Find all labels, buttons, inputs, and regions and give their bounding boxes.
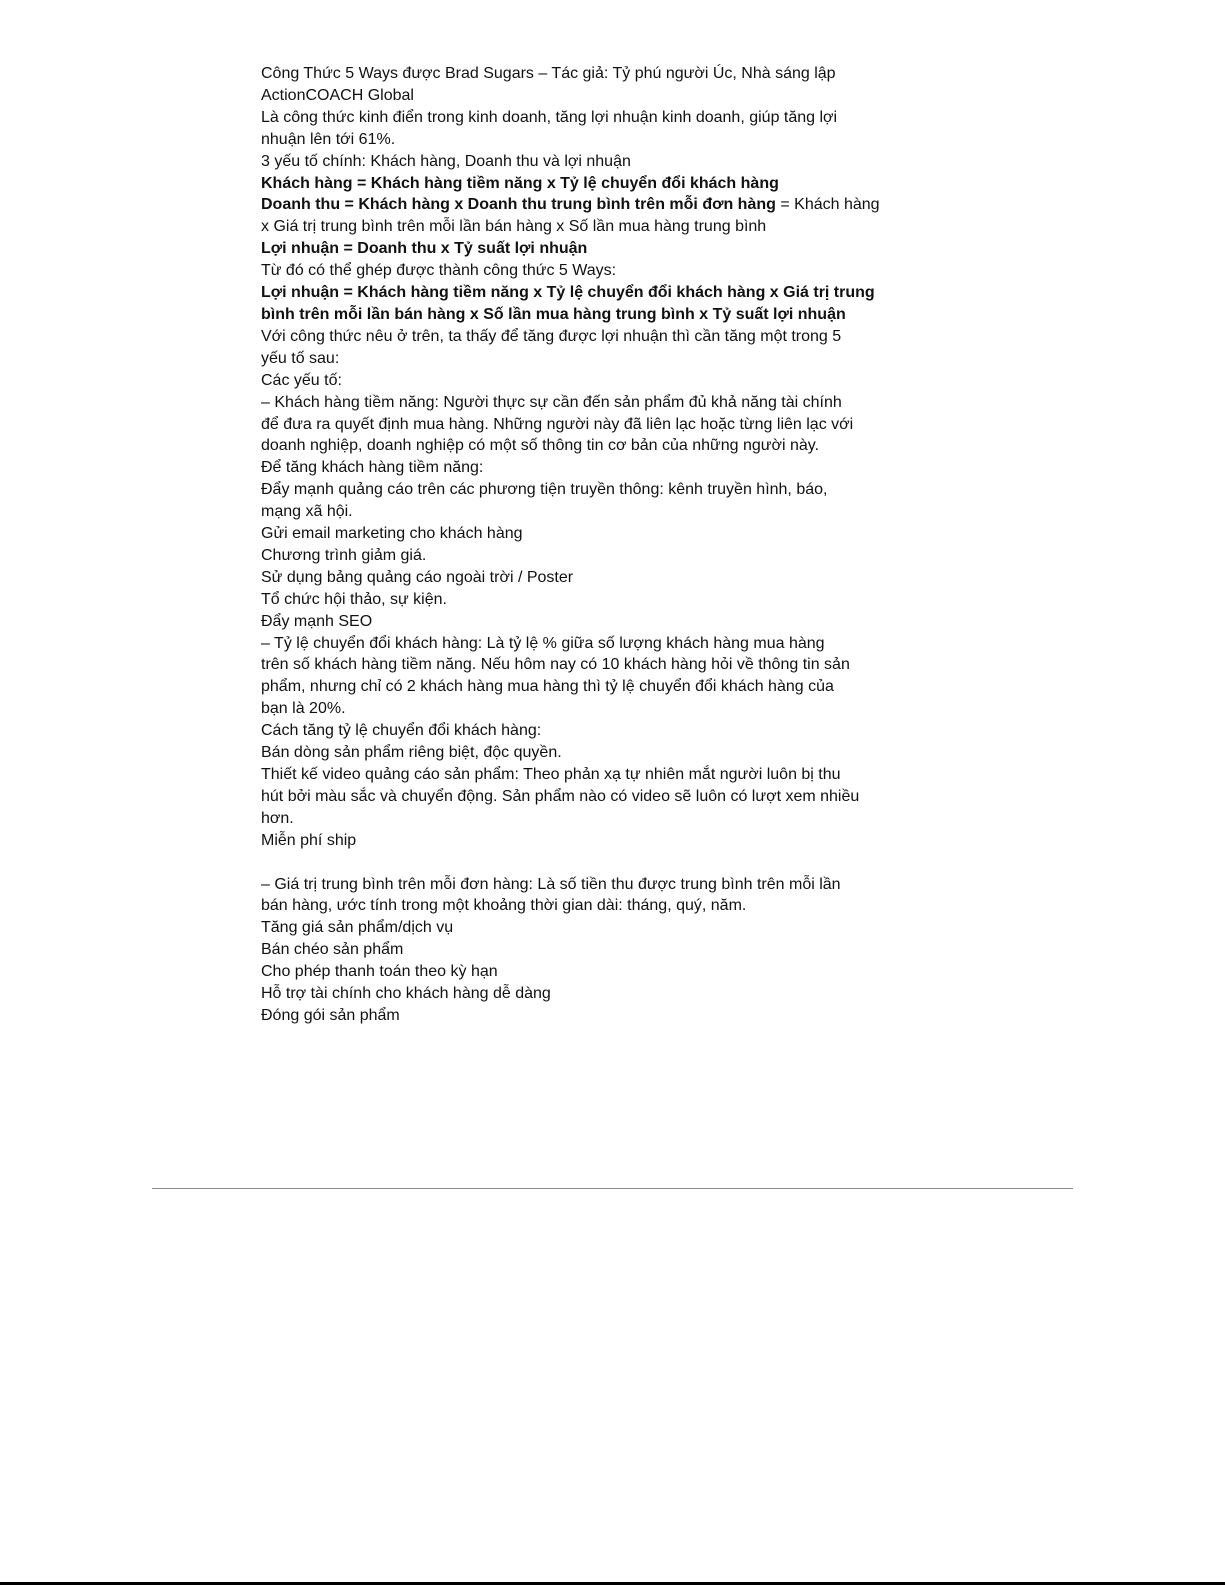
document-body	[261, 63, 921, 1027]
conversion-line-4: bạn là 20%.	[261, 700, 346, 718]
conversion-tip-3: Miễn phí ship	[261, 831, 357, 849]
average-tip-5: Đóng gói sản phẩm	[261, 1006, 400, 1024]
average-tip-1: Tăng giá sản phẩm/dịch vụ	[261, 919, 454, 937]
average-tip-2: Bán chéo sản phẩm	[261, 941, 404, 959]
elements-heading: Các yếu tố:	[261, 371, 342, 389]
conversion-line-2: trên số khách hàng tiềm năng. Nếu hôm nay có 10 khách hàng hỏi về thông tin sản	[261, 656, 850, 674]
conversion-tip-2-line-2: hút bởi màu sắc và chuyển động. Sản phẩm nào có video sẽ luôn có lượt xem nhiều	[261, 787, 860, 805]
formula-revenue-line-2: x Giá trị trung bình trên mỗi lần bán hàng x Số lần mua hàng trung bình	[261, 218, 767, 236]
formula-5ways-line-2: bình trên mỗi lần bán hàng x Số lần mua hàng trung bình x Tỷ suất lợi nhuận	[261, 305, 846, 323]
potential-line-1: – Khách hàng tiềm năng: Người thực sự cần đến sản phẩm đủ khả năng tài chính	[261, 393, 842, 411]
blank-line	[261, 852, 921, 874]
three-factors-line: 3 yếu tố chính: Khách hàng, Doanh thu và lợi nhuận	[261, 152, 631, 170]
potential-tip-5: Tổ chức hội thảo, sự kiện.	[261, 590, 447, 608]
formula-profit: Lợi nhuận = Doanh thu x Tỷ suất lợi nhuận	[261, 240, 588, 258]
potential-tip-1-line-2: mạng xã hội.	[261, 503, 353, 521]
potential-tip-2: Gửi email marketing cho khách hàng	[261, 525, 523, 543]
combine-line: Từ đó có thể ghép được thành công thức 5 Ways:	[261, 262, 617, 280]
formula-customers: Khách hàng = Khách hàng tiềm năng x Tỷ lệ chuyển đổi khách hàng	[261, 174, 779, 192]
average-line-1: – Giá trị trung bình trên mỗi đơn hàng: Là số tiền thu được trung bình trên mỗi lần	[261, 875, 841, 893]
potential-tip-3: Chương trình giảm giá.	[261, 546, 427, 564]
conversion-heading: Cách tăng tỷ lệ chuyển đổi khách hàng:	[261, 722, 542, 740]
page-break-divider	[152, 1188, 1073, 1189]
formula-5ways-line-1: Lợi nhuận = Khách hàng tiềm năng x Tỷ lệ chuyển đổi khách hàng x Giá trị trung	[261, 284, 875, 302]
potential-tip-1-line-1: Đẩy mạnh quảng cáo trên các phương tiện truyền thông: kênh truyền hình, báo,	[261, 481, 828, 499]
conversion-line-1: – Tỷ lệ chuyển đổi khách hàng: Là tỷ lệ % giữa số lượng khách hàng mua hàng	[261, 634, 825, 652]
formula-revenue-bold: Doanh thu = Khách hàng x Doanh thu trung bình trên mỗi đơn hàng	[261, 196, 776, 214]
intro-line-1: Công Thức 5 Ways được Brad Sugars – Tác giả: Tỷ phú người Úc, Nhà sáng lập	[261, 65, 836, 82]
potential-heading: Để tăng khách hàng tiềm năng:	[261, 459, 484, 477]
formula-revenue-rest: = Khách hàng	[775, 196, 880, 214]
conversion-tip-1: Bán dòng sản phẩm riêng biệt, độc quyền.	[261, 744, 562, 762]
conversion-tip-2-line-1: Thiết kế video quảng cáo sản phẩm: Theo phản xạ tự nhiên mắt người luôn bị thu	[261, 766, 841, 783]
potential-tip-4: Sử dụng bảng quảng cáo ngoài trời / Poster	[261, 568, 574, 586]
conversion-line-3: phẩm, nhưng chỉ có 2 khách hàng mua hàng thì tỷ lệ chuyển đổi khách hàng của	[261, 678, 834, 696]
average-line-2: bán hàng, ước tính trong một khoảng thời gian dài: tháng, quý, năm.	[261, 897, 747, 915]
description-line-1: Là công thức kinh điển trong kinh doanh, tăng lợi nhuận kinh doanh, giúp tăng lợi	[261, 108, 838, 126]
potential-tip-6: Đẩy mạnh SEO	[261, 612, 373, 630]
description-line-2: nhuận lên tới 61%.	[261, 130, 396, 148]
conclusion-line-1: Với công thức nêu ở trên, ta thấy để tăng được lợi nhuận thì cần tăng một trong 5	[261, 327, 842, 345]
potential-line-2: để đưa ra quyết định mua hàng. Những người này đã liên lạc hoặc từng liên lạc với	[261, 415, 854, 433]
potential-line-3: doanh nghiệp, doanh nghiệp có một số thông tin cơ bản của những người này.	[261, 437, 820, 455]
average-tip-4: Hỗ trợ tài chính cho khách hàng dễ dàng	[261, 985, 551, 1003]
intro-line-2: ActionCOACH Global	[261, 86, 414, 104]
conversion-tip-2-line-3: hơn.	[261, 809, 294, 827]
conclusion-line-2: yếu tố sau:	[261, 349, 340, 367]
average-tip-3: Cho phép thanh toán theo kỳ hạn	[261, 963, 498, 981]
formula-revenue-line-1	[261, 194, 921, 216]
